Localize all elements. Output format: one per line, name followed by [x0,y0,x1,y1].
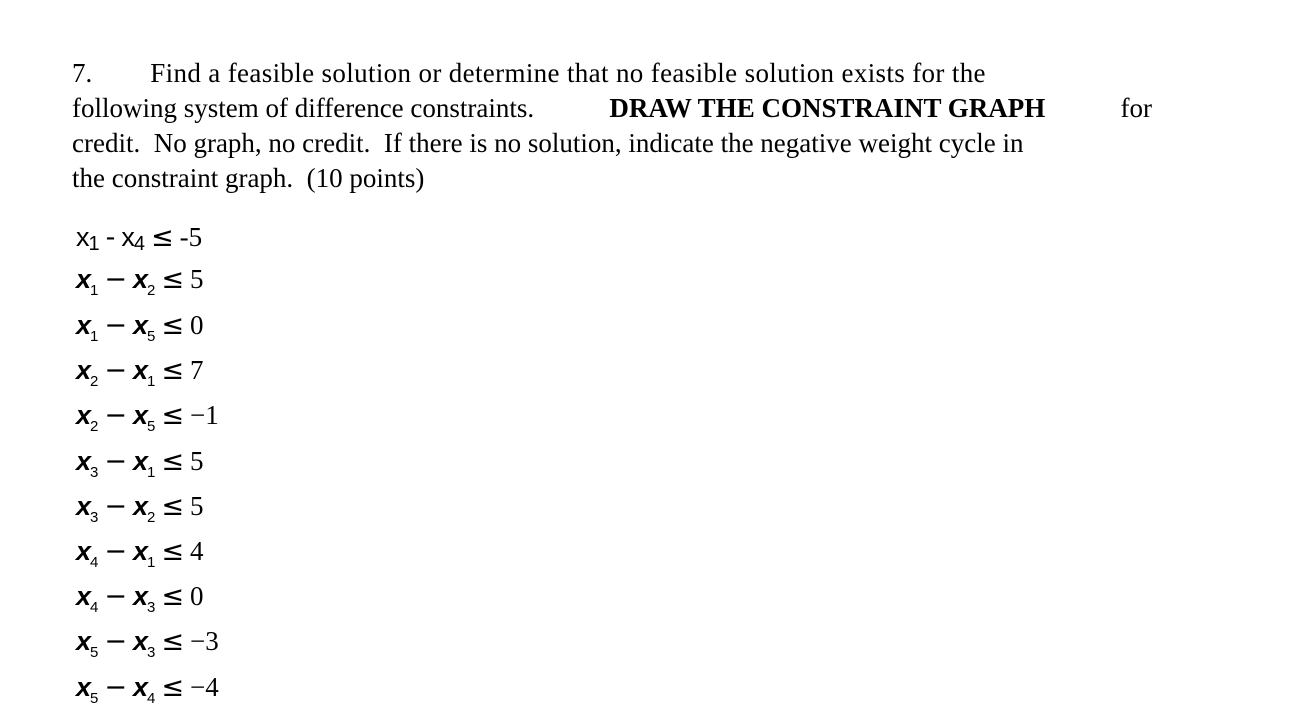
constraint-row [76,222,202,255]
problem-line-3 [72,126,1152,161]
leq-sign: ≤ [161,264,184,295]
variable-b: x [133,581,149,611]
subscript-b: 4 [133,233,145,255]
constraint-row [76,536,204,571]
subscript-b: 3 [147,599,156,616]
minus-sign: − [104,446,127,477]
variable-a: x [76,310,92,340]
constraint-row [76,355,204,390]
subscript-a: 3 [90,464,99,481]
draw-graph-instruction: DRAW THE CONSTRAINT GRAPH [609,93,1046,123]
subscript-b: 1 [147,464,156,481]
subscript-b: 2 [147,509,156,526]
constraint-row [76,672,219,707]
leq-sign: ≤ [161,626,184,657]
minus-sign: - [105,222,116,253]
variable-a: x [76,672,92,702]
subscript-a: 3 [90,509,99,526]
leq-sign: ≤ [161,581,184,612]
constraint-row [76,310,204,345]
subscript-a: 4 [90,599,99,616]
constraint-bound: −4 [190,672,219,702]
minus-sign: − [104,581,127,612]
subscript-b: 1 [147,373,156,390]
variable-a: x [76,581,92,611]
subscript-a: 1 [88,233,100,255]
leq-sign: ≤ [161,672,184,703]
minus-sign: − [104,626,127,657]
problem-number: 7. [72,58,93,88]
subscript-b: 5 [147,328,156,345]
subscript-b: 1 [147,554,156,571]
constraint-bound: 4 [190,536,204,566]
variable-a: x [76,536,92,566]
minus-sign: − [104,310,127,341]
subscript-b: 5 [147,418,156,435]
leq-sign: ≤ [161,355,184,386]
constraint-bound: 5 [190,446,204,476]
subscript-a: 2 [90,418,99,435]
variable-b: x [133,264,149,294]
problem-line-2-end: for [1120,93,1152,123]
constraint-row [76,626,219,661]
problem-line-2-text: following system of difference constraints. [72,93,535,123]
variable-b: x [133,536,149,566]
constraint-row [76,581,204,616]
leq-sign: ≤ [151,222,174,253]
constraint-row [76,446,204,481]
constraint-bound: 0 [190,581,204,611]
constraint-row [76,400,219,435]
variable-a: x [76,626,92,656]
constraint-bound: −3 [190,626,219,656]
problem-line-4-text: the constraint graph. (10 points) [72,163,425,193]
problem-line-3-text: credit. No graph, no credit. If there is no solution, indicate the negative weight cycle in [72,128,1024,158]
constraint-bound: −1 [190,400,219,430]
constraint-bound: -5 [179,222,203,252]
subscript-b: 2 [147,282,156,299]
variable-b: x [133,355,149,385]
leq-sign: ≤ [161,400,184,431]
leq-sign: ≤ [161,446,184,477]
problem-line-1-text: Find a feasible solution or determine that no feasible solution exists for the [150,58,986,88]
minus-sign: − [104,672,127,703]
variable-b: x [133,491,149,521]
variable-a: x [76,222,90,252]
subscript-a: 2 [90,373,99,390]
subscript-a: 1 [90,328,99,345]
problem-line-2 [72,91,1152,126]
constraint-row [76,491,204,526]
variable-b: x [133,626,149,656]
variable-a: x [76,446,92,476]
subscript-b: 4 [147,690,156,707]
minus-sign: − [104,400,127,431]
constraint-bound: 5 [190,264,204,294]
constraint-row [76,264,204,299]
minus-sign: − [104,264,127,295]
variable-a: x [76,264,92,294]
subscript-a: 4 [90,554,99,571]
leq-sign: ≤ [161,310,184,341]
minus-sign: − [104,491,127,522]
constraint-bound: 7 [190,355,204,385]
subscript-b: 3 [147,644,156,661]
subscript-a: 5 [90,644,99,661]
variable-b: x [133,400,149,430]
constraint-bound: 5 [190,491,204,521]
leq-sign: ≤ [161,491,184,522]
variable-b: x [133,446,149,476]
variable-b: x [133,310,149,340]
subscript-a: 1 [90,282,99,299]
variable-a: x [76,355,92,385]
problem-statement [72,56,1152,196]
variable-b: x [133,672,149,702]
variable-b: x [121,222,135,252]
leq-sign: ≤ [161,536,184,567]
constraint-bound: 0 [190,310,204,340]
minus-sign: − [104,355,127,386]
variable-a: x [76,400,92,430]
variable-a: x [76,491,92,521]
subscript-a: 5 [90,690,99,707]
problem-line-4 [72,161,1152,196]
minus-sign: − [104,536,127,567]
problem-line-1 [72,56,1152,91]
